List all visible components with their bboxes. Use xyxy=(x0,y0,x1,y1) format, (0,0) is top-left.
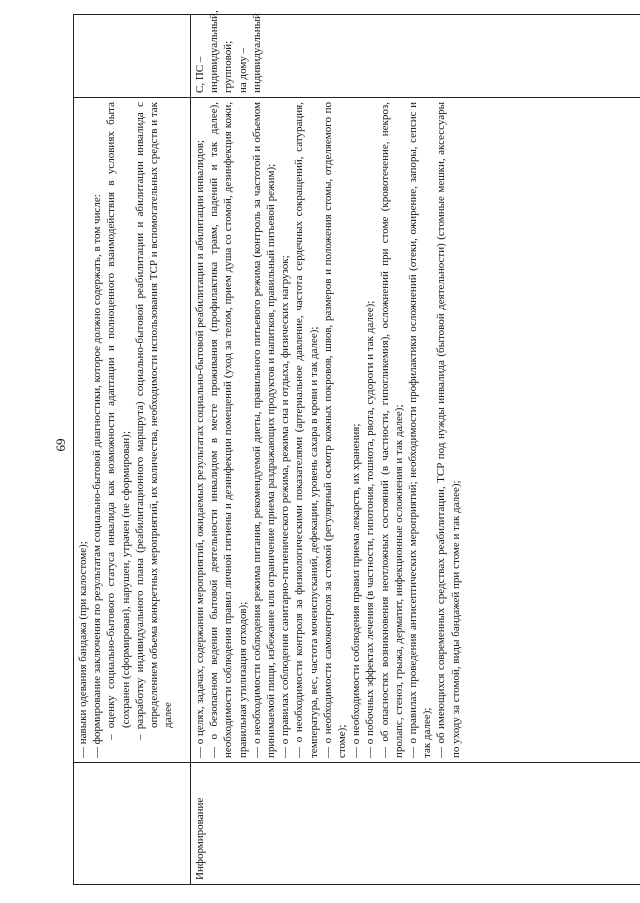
list-item: — об опасностях возникновения неотложных состояний (в частности, гипогликемия), осложнений при стоме (кровотечение, некроз, пролапс, стеноз, грыжа, дерматит, инфекционные осложнения и так далее); xyxy=(378,102,405,758)
list-item: — о правилах соблюдения санитарно-гигиенического режима, режима сна и отдыха, физических нагрузок; xyxy=(279,255,292,758)
rehabilitation-table xyxy=(73,10,640,885)
form-line: групповой; xyxy=(222,40,235,93)
list-item: — о необходимости контроля за физиологическими показателями (артериальное давление, частота сердечных сокращений, сатурация, температура, вес, частота мочеиспусканий, дефекации, уровень сахара в крови и так далее); xyxy=(293,102,320,758)
landscape-page xyxy=(73,10,640,885)
list-item: — о безопасном ведении бытовой деятельности инвалидом в месте проживания (профилактика травм, падений и так далее), необходимости соблюдения правил личной гигиены и дезинфекции помещений (уход за телом, прием душа со стомой, дезинфекция кожи, правильная утилизация отходов); xyxy=(208,102,249,758)
list-item: — о необходимости соблюдения правил приема лекарств, их хранения; xyxy=(350,423,363,758)
row2-activity-cell: Информирование xyxy=(191,763,640,885)
form-line: С, ПС – xyxy=(194,56,206,93)
list-item: — о побочных эффектах лечения (в частности, гипотония, тошнота, рвота, судороги и так далее); xyxy=(364,300,377,758)
list-item: — формирование заключения по результатам социально-бытовой диагностики, которое должно содержать, в том числе: xyxy=(91,194,104,758)
rotated-table-frame xyxy=(73,10,640,885)
list-item: — о необходимости самоконтроля за стомой (регулярный осмотр кожных покровов, швов, размеров и положения стомы, отделяемого по стоме); xyxy=(321,102,349,758)
page-number: 69 xyxy=(53,438,68,452)
list-item: — о целях, задачах, содержании мероприятий, ожидаемых результатах социально-бытовой реабилитации и абилитации инвалидов; xyxy=(194,140,206,758)
row1-form-cell xyxy=(74,15,191,98)
list-item: — о правилах проведения антисептических мероприятий; необходимости профилактики осложнений (отеки, ожирение, запоры, сепсис и так далее); xyxy=(407,102,434,758)
list-item: — навыки одевания бандажа (при калостоме); xyxy=(77,541,89,758)
row2-content-cell xyxy=(191,98,640,763)
row1-activity-cell xyxy=(74,763,191,885)
sub-list-item: – оценку социально-бытового статуса инвалида как возможности адаптации и полноценного взаимодействия в условиях быта (сохранен (сформирован), нарушен, утрачен (не сформирован); xyxy=(105,102,132,740)
table-row xyxy=(74,15,191,885)
row1-content-cell xyxy=(74,98,191,763)
form-line: на дому – xyxy=(236,47,249,93)
table-row xyxy=(191,15,640,885)
row2-form-cell xyxy=(191,10,640,98)
form-line: индивидуальный, xyxy=(208,10,221,93)
list-item: — об имеющихся современных средствах реабилитации, ТСР под нужды инвалида (бытовой деятельности) (стомные мешки, аксессуары по уходу за стомой, виды бандажей при стоме и так далее); xyxy=(435,102,462,758)
list-item: — о необходимости соблюдения режима питания, рекомендуемой диеты, правильного питьевого режима (контроль за частотой и объемом принимаемой пищи, избежание или ограничение приема раздражающих продуктов и напитков, правильный питьевой режим); xyxy=(250,102,278,758)
form-line: индивидуальный xyxy=(250,13,263,93)
sub-list-item: – разработку индивидуального плана (реабилитационного маршрута) социально-бытовой реабилитации и абилитации инвалида с определением объема конкретных мероприятий, их количества, необходимости использования ТСР и вспомогательных средств и так далее xyxy=(133,102,175,740)
